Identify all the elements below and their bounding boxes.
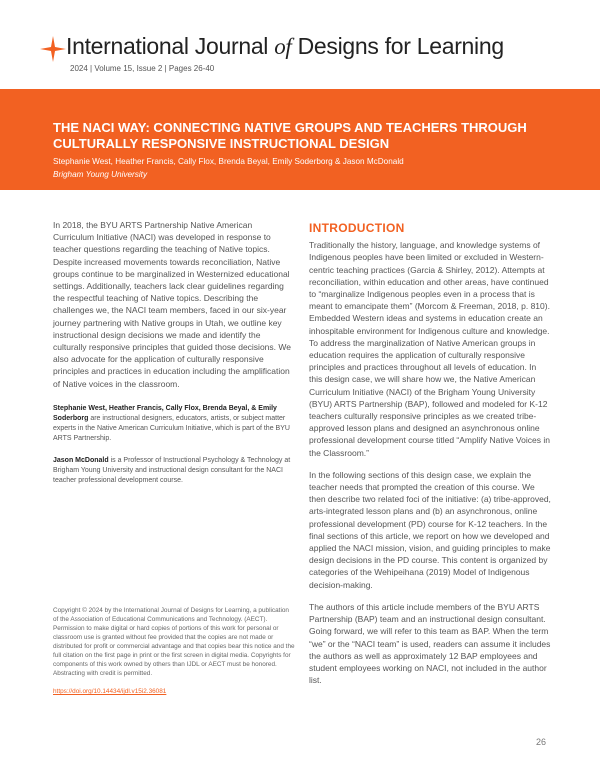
paragraph: In the following sections of this design case, we explain the teacher needs that prompted the creation of this course. We then describe two related foci of the initiative: (a) tribe-approved, arts-integrated lesson plans and (b) an asynchronous, online professional development (PD) course for K-12 teachers. In the final sections of this article, we report on how we developed and applied the NACI mission, vision, and guiding principles to make design decisions in the PD course. This content is organized by categories of the Wehipeihana (2019) Model of Indigenous decision-making. — [309, 469, 551, 590]
paragraph: Traditionally the history, language, and knowledge systems of Indigenous peoples have been limited or excluded in Western-centric teaching practices (Garcia & Shirley, 2012). Attempts at reconciliation, within education and other areas, have continued to “marginalize Indigenous peoples even in a process that is meant to emancipate them” (Morcom & Freeman, 2018, p. 810). Embedded Western ideas and systems in education create an inhospitable environment for Indigenous culture and knowledge. To address the marginalization of Native American groups in education requires the application of culturally responsive principles and practices throughout all levels of education. In this design case, we will share how we, the Native American Curriculum Initiative (NACI) of the Brigham Young University (BYU) ARTS Partnership (BAP), followed and modeled for K-12 teachers culturally responsive principles as we created tribe-approved lesson plans and designed an asynchronous online professional development course titled “Amplify Native Voices in the Classroom.” — [309, 240, 550, 458]
star-logo-icon — [40, 36, 66, 62]
journal-header — [0, 0, 600, 88]
paragraph: The authors of this article include members of the BYU ARTS Partnership (BAP) team and an instructional design consultant. Going forward, we will refer to this team as BAP. When the term “we” or the “NACI team” is used, readers can assume it includes the authors as well as approximately 12 BAP employees and student employees working on NACI, not included in the author list. — [309, 601, 551, 686]
right-column — [309, 222, 551, 696]
abstract: In 2018, the BYU ARTS Partnership Native American Curriculum Initiative (NACI) was developed in response to teacher questions regarding the teaching of Native topics. Despite increased movements towards reconciliation, Native groups continue to be marginalized in Westernized educational settings. Additionally, teachers lack clear guidelines regarding the respectful teaching of Native topics. Describing the challenges we, the NACI team members, faced in our six-year journey partnering with Native groups in Utah, we outline key instructional design decisions we made and identify the culturally responsive principles that guided those decisions. We also advocate for the application of culturally responsive principles and practices in education including the amplification of Native voices in the classroom. — [53, 220, 291, 389]
journal-title: International Journal of Designs for Learning — [66, 33, 504, 59]
left-column — [53, 219, 295, 498]
author-bio: Jason McDonald is a Professor of Instructional Psychology & Technology at Brigham Young University and instructional design consultant for the NACI teacher professional development course. — [53, 456, 291, 484]
article-title: THE NACI WAY: CONNECTING NATIVE GROUPS AND TEACHERS THROUGH CULTURALLY RESPONSIVE INSTRUCTIONAL DESIGN — [53, 120, 527, 151]
doi-link[interactable]: https://doi.org/10.14434/ijdl.v15i2.36081 — [53, 688, 167, 695]
article-affiliation: Brigham Young University — [53, 170, 148, 179]
copyright-notice: Copyright © 2024 by the International Journal of Designs for Learning, a publication of the Association of Educational Communications and Technology. (AECT). Permission to make digital or hard copies of portions of this work for personal or classroom use is granted without fee provided that the copies are not made or distributed for profit or commercial advantage and that copies bear this notice and the full citation on the first page in print or the first screen in digital media. Copyrights for components of this work owned by others than IJDL or AECT must be honored. Abstracting with credit is permitted. — [53, 607, 295, 677]
section-heading: INTRODUCTION — [309, 221, 405, 235]
copyright-block — [53, 606, 295, 698]
page-number: 26 — [536, 737, 547, 747]
article-authors: Stephanie West, Heather Francis, Cally Flox, Brenda Beyal, Emily Soderborg & Jason McDonald — [53, 157, 404, 166]
author-bio: Stephanie West, Heather Francis, Cally Flox, Brenda Beyal, & Emily Soderborg are instructional designers, educators, artists, or subject matter experts in the Native American Curriculum Initiative, which is part of the BYU ARTS Partnership. — [53, 404, 290, 442]
journal-meta: 2024 | Volume 15, Issue 2 | Pages 26-40 — [70, 64, 215, 73]
